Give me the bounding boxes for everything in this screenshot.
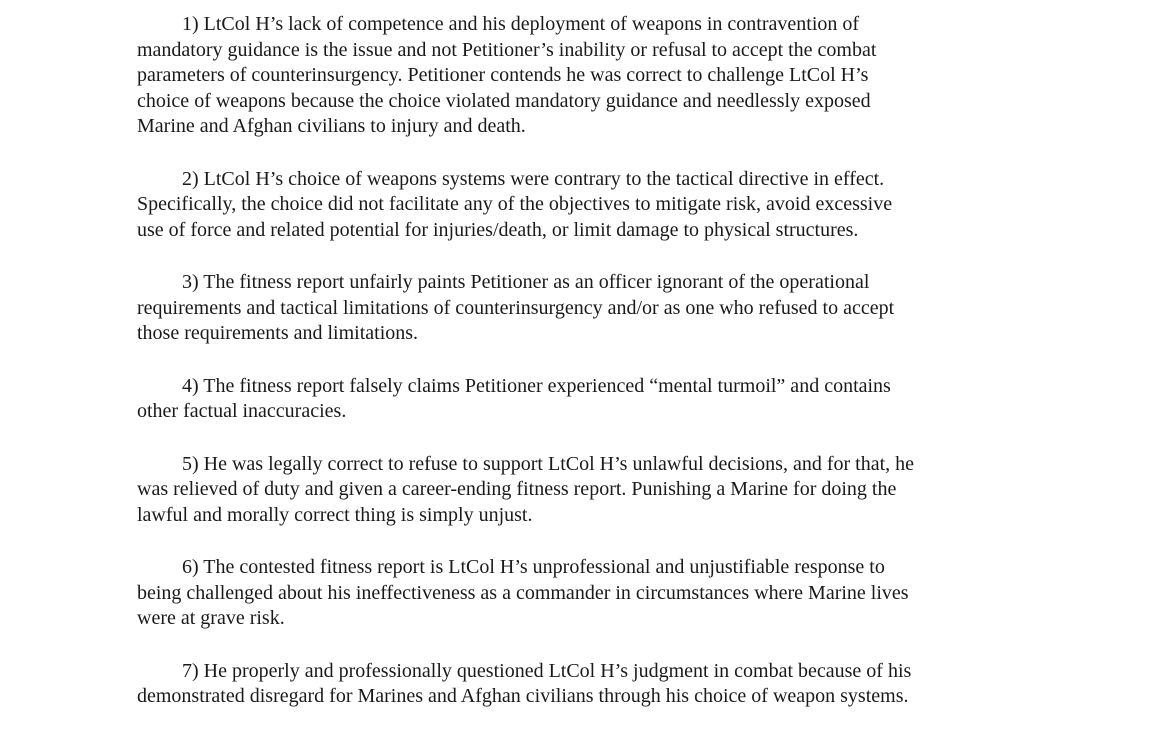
- paragraph-line: parameters of counterinsurgency. Petitioner contends he was correct to challenge LtCol H’s: [137, 64, 869, 86]
- paragraph-line: 2) LtCol H’s choice of weapons systems were contrary to the tactical directive in effect.: [182, 167, 885, 190]
- paragraph-line: mandatory guidance is the issue and not Petitioner’s inability or refusal to accept the combat: [137, 38, 877, 61]
- paragraph-line: 7) He properly and professionally questioned LtCol H’s judgment in combat because of his: [182, 659, 912, 682]
- paragraph-line: use of force and related potential for injuries/death, or limit damage to physical structures.: [137, 218, 859, 241]
- paragraph-line: 5) He was legally correct to refuse to support LtCol H’s unlawful decisions, and for that, he: [182, 452, 915, 475]
- paragraph-line: being challenged about his ineffectiveness as a commander in circumstances where Marine lives: [137, 581, 909, 604]
- paragraph-line: those requirements and limitations.: [137, 322, 419, 344]
- numbered-paragraph-5: [137, 452, 1027, 529]
- paragraph-line: requirements and tactical limitations of counterinsurgency and/or as one who refused to accept: [137, 296, 895, 319]
- numbered-paragraph-7: [137, 659, 1027, 710]
- paragraph-line: choice of weapons because the choice violated mandatory guidance and needlessly exposed: [137, 89, 871, 112]
- paragraph-line: Marine and Afghan civilians to injury and death.: [137, 115, 526, 137]
- paragraph-line: 3) The fitness report unfairly paints Petitioner as an officer ignorant of the operational: [182, 271, 870, 293]
- numbered-paragraph-3: [137, 270, 1027, 347]
- numbered-paragraph-2: [137, 167, 1027, 244]
- document-page: [137, 12, 1027, 737]
- paragraph-line: were at grave risk.: [137, 607, 285, 629]
- paragraph-line: lawful and morally correct thing is simply unjust.: [137, 503, 533, 526]
- paragraph-line: other factual inaccuracies.: [137, 400, 347, 422]
- numbered-paragraph-6: [137, 555, 1027, 632]
- paragraph-line: 4) The fitness report falsely claims Petitioner experienced “mental turmoil” and contains: [182, 374, 891, 397]
- numbered-paragraph-1: [137, 12, 1027, 140]
- paragraph-line: Specifically, the choice did not facilitate any of the objectives to mitigate risk, avoid excessive: [137, 193, 893, 215]
- paragraph-line: 6) The contested fitness report is LtCol H’s unprofessional and unjustifiable response to: [182, 556, 885, 578]
- paragraph-line: demonstrated disregard for Marines and Afghan civilians through his choice of weapon systems.: [137, 685, 909, 707]
- paragraph-line: was relieved of duty and given a career-ending fitness report. Punishing a Marine for doing the: [137, 478, 897, 500]
- paragraph-line: 1) LtCol H’s lack of competence and his deployment of weapons in contravention of: [182, 13, 860, 35]
- numbered-paragraph-4: [137, 374, 1027, 425]
